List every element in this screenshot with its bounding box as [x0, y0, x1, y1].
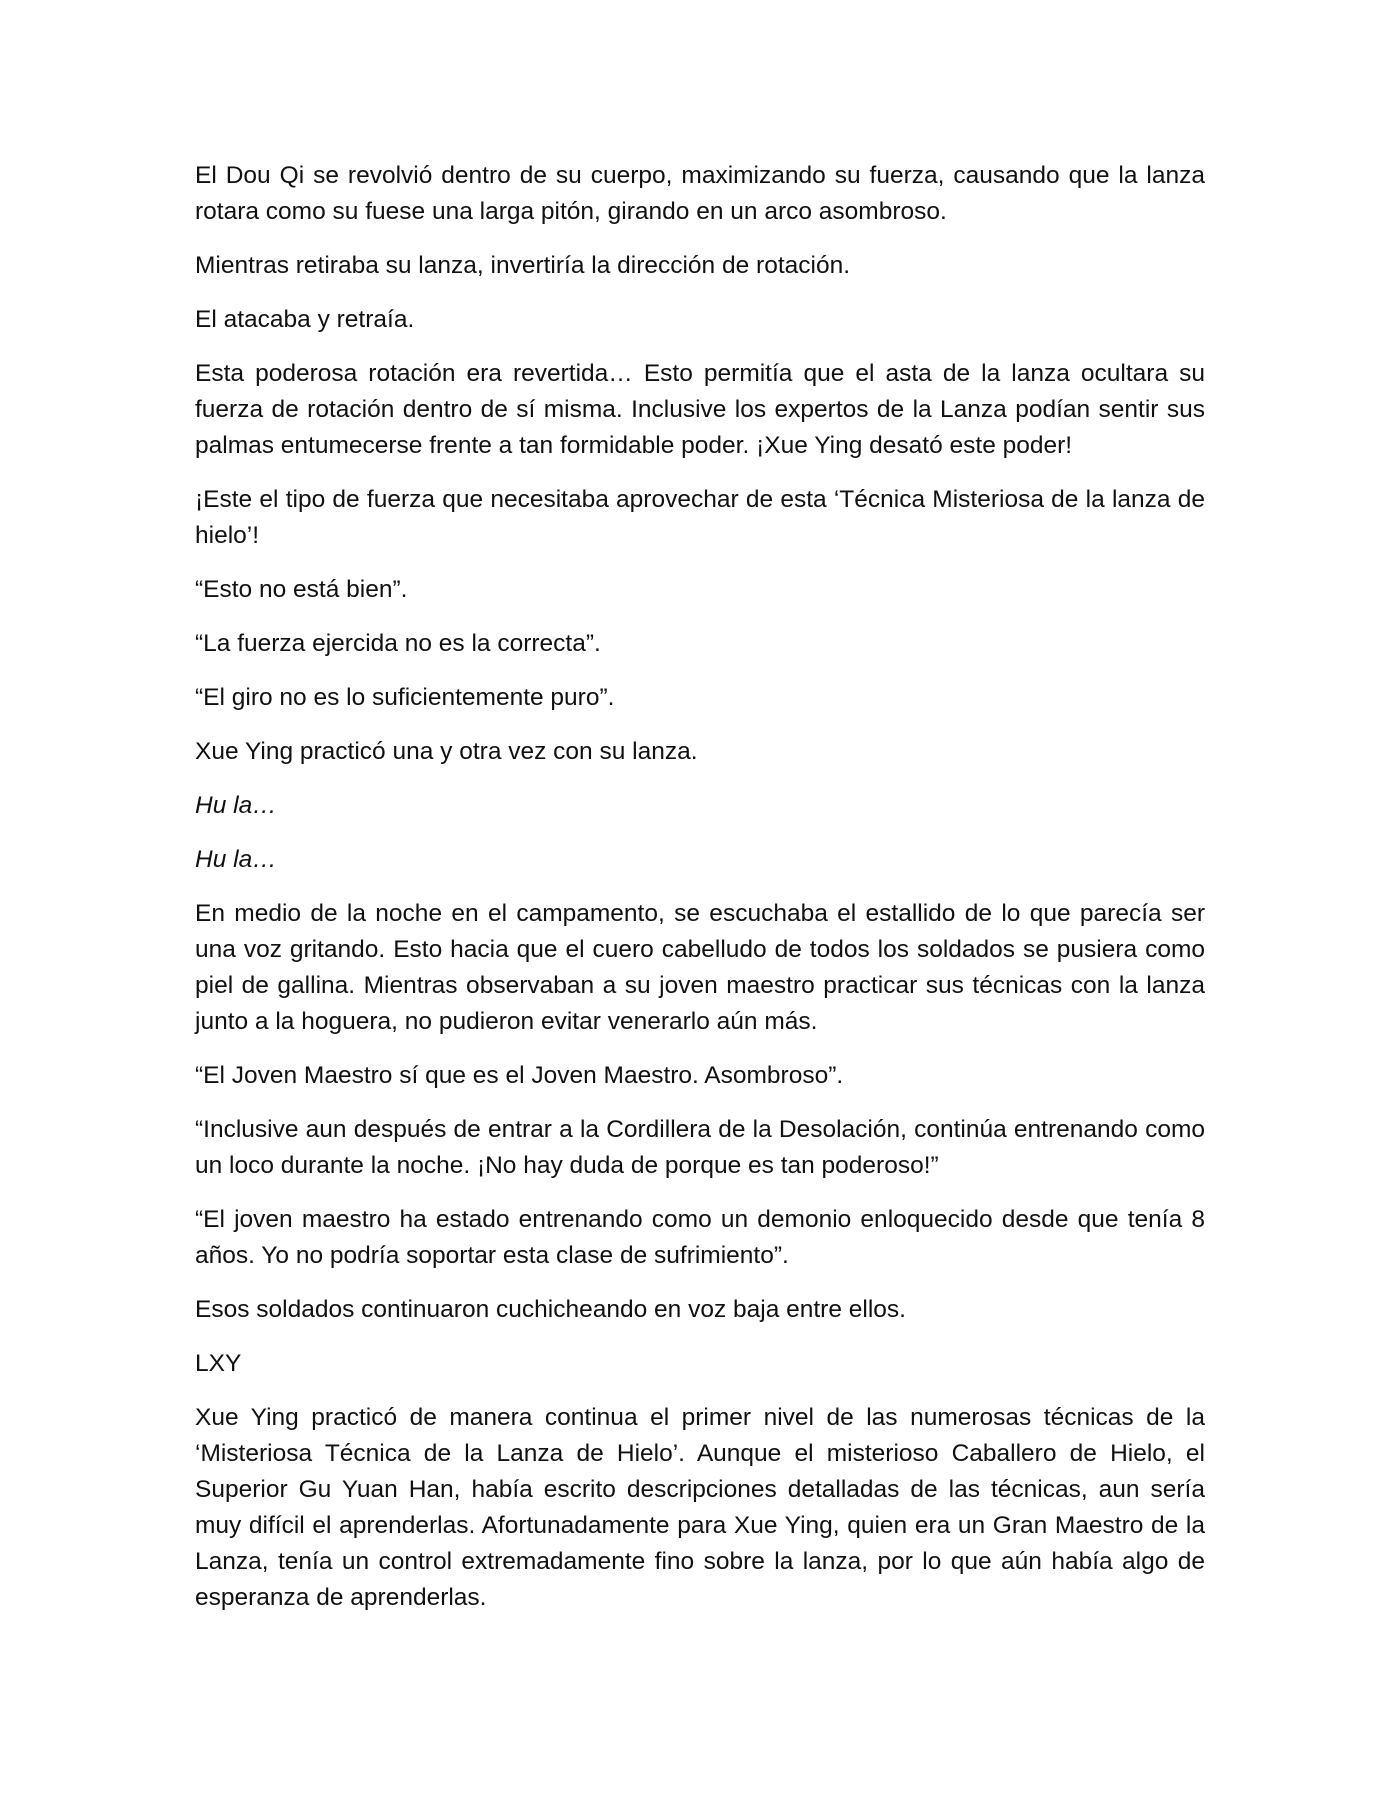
- paragraph: Xue Ying practicó de manera continua el primer nivel de las numerosas técnicas de la ‘Misteriosa Técnica de la Lanza de Hielo’. Aunque el misterioso Caballero de Hielo, el Superior Gu Yuan Han, había escrito descripciones detalladas de las técnicas, aun sería muy difícil el aprenderlas. Afortunadamente para Xue Ying, quien era un Gran Maestro de la Lanza, tenía un control extremadamente fino sobre la lanza, por lo que aún había algo de esperanza de aprenderlas.: [195, 1404, 1205, 1611]
- sound-effect: Hu la…: [195, 792, 277, 819]
- paragraph: Mientras retiraba su lanza, invertiría la dirección de rotación.: [195, 252, 851, 279]
- sound-effect: Hu la…: [195, 846, 277, 873]
- dialogue-line: “Inclusive aun después de entrar a la Cordillera de la Desolación, continúa entrenando como un loco durante la noche. ¡No hay duda de porque es tan poderoso!”: [195, 1116, 1205, 1179]
- dialogue-line: “El giro no es lo suficientemente puro”.: [195, 684, 615, 711]
- document-body: [195, 158, 1205, 1634]
- dialogue-line: “El Joven Maestro sí que es el Joven Maestro. Asombroso”.: [195, 1062, 844, 1089]
- dialogue-line: “La fuerza ejercida no es la correcta”.: [195, 630, 601, 657]
- section-separator: LXY: [195, 1350, 242, 1377]
- paragraph: ¡Este el tipo de fuerza que necesitaba aprovechar de esta ‘Técnica Misteriosa de la lanza de hielo’!: [195, 486, 1205, 549]
- paragraph: Xue Ying practicó una y otra vez con su lanza.: [195, 738, 698, 765]
- paragraph: El Dou Qi se revolvió dentro de su cuerpo, maximizando su fuerza, causando que la lanza rotara como su fuese una larga pitón, girando en un arco asombroso.: [195, 162, 1205, 225]
- paragraph: Esos soldados continuaron cuchicheando en voz baja entre ellos.: [195, 1296, 906, 1323]
- dialogue-line: “Esto no está bien”.: [195, 576, 408, 603]
- paragraph: El atacaba y retraía.: [195, 306, 415, 333]
- paragraph: En medio de la noche en el campamento, se escuchaba el estallido de lo que parecía ser una voz gritando. Esto hacia que el cuero cabelludo de todos los soldados se pusiera como piel de gallina. Mientras observaban a su joven maestro practicar sus técnicas con la lanza junto a la hoguera, no pudieron evitar venerarlo aún más.: [195, 900, 1205, 1035]
- paragraph: Esta poderosa rotación era revertida… Esto permitía que el asta de la lanza ocultara su fuerza de rotación dentro de sí misma. Inclusive los expertos de la Lanza podían sentir sus palmas entumecerse frente a tan formidable poder. ¡Xue Ying desató este poder!: [195, 360, 1205, 459]
- dialogue-line: “El joven maestro ha estado entrenando como un demonio enloquecido desde que tenía 8 años. Yo no podría soportar esta clase de sufrimiento”.: [195, 1206, 1205, 1269]
